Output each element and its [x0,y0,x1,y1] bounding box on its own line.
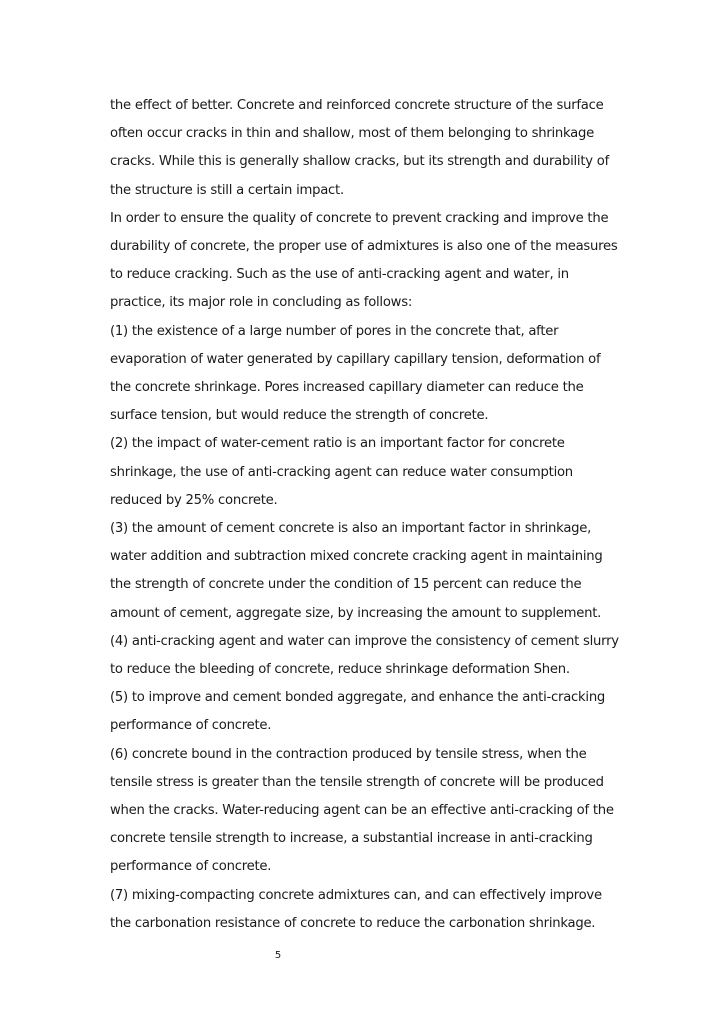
page-number: 5 [274,950,282,961]
body-text [110,92,620,938]
list-item-7: (7) mixing-compacting concrete admixtures can, and can effectively improve the carbonation resistance of concrete to reduce the carbonation shrinkage. [110,887,602,931]
list-item-6: (6) concrete bound in the contraction produced by tensile stress, when the tensile stress is greater than the tensile strength of concrete will be produced when the cracks. Water-reducing agent can be an effective anti-cracking of the concrete tensile strength to increase, a substantial increase in anti-cracking performance of concrete. [110,746,614,875]
list-item-4: (4) anti-cracking agent and water can improve the consistency of cement slurry to reduce the bleeding of concrete, reduce shrinkage deformation Shen. [110,633,619,678]
paragraph-admixtures-intro: In order to ensure the quality of concrete to prevent cracking and improve the durability of concrete, the proper use of admixtures is also one of the measures to reduce cracking. Such as the use of anti-cracking agent and water, in practice, its major role in concluding as follows: [110,210,618,311]
list-item-5: (5) to improve and cement bonded aggregate, and enhance the anti-cracking performance of concrete. [110,690,606,734]
list-item-3: (3) the amount of cement concrete is also an important factor in shrinkage, water addition and subtraction mixed concrete cracking agent in maintaining the strength of concrete under the condition of 15 percent can reduce the amount of cement, aggregate size, by increasing the amount to supplement. [110,521,603,621]
list-item-1: (1) the existence of a large number of pores in the concrete that, after evaporation of water generated by capillary capillary tension, deformation of the concrete shrinkage. Pores increased capillary diameter can reduce the surface tension, but would reduce the strength of concrete. [110,323,601,424]
list-item-2: (2) the impact of water-cement ratio is an important factor for concrete shrinkage, the use of anti-cracking agent can reduce water consumption reduced by 25% concrete. [110,436,573,508]
paragraph-intro-continuation: the effect of better. Concrete and reinforced concrete structure of the surface often occur cracks in thin and shallow, most of them belonging to shrinkage cracks. While this is generally shallow cracks, but its strength and durability of the structure is still a certain impact. [110,98,609,198]
